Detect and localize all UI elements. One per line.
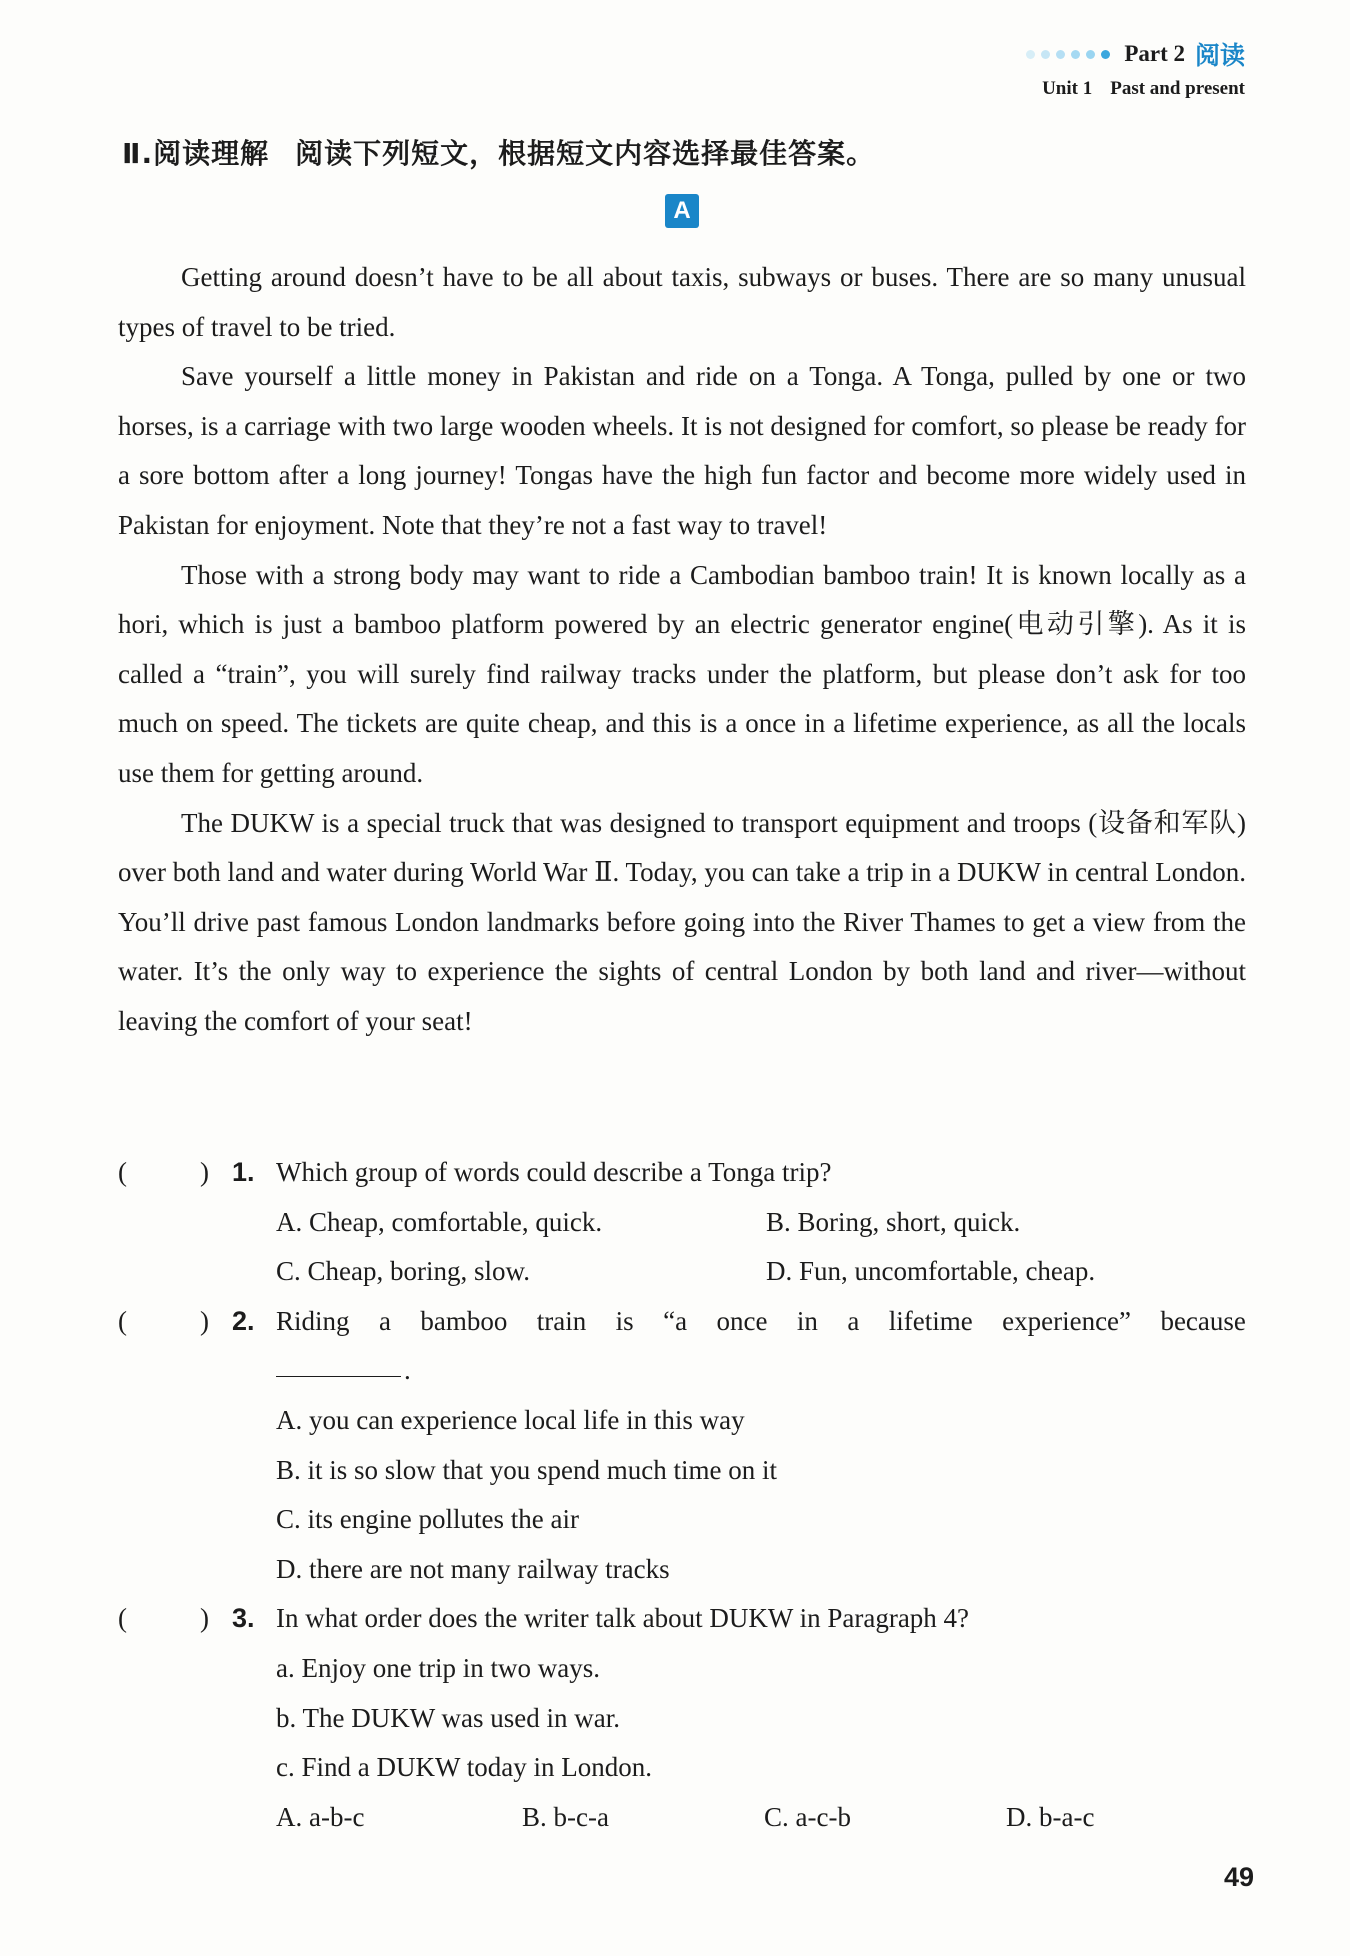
question-stem: Which group of words could describe a Tonga trip? (276, 1157, 832, 1187)
answer-paren-close: ) (200, 1157, 209, 1187)
question-2 (118, 1297, 1246, 1595)
option-b[interactable]: B. b-c-a (522, 1801, 609, 1832)
dot-icon (1086, 50, 1095, 59)
stem-end: . (404, 1355, 411, 1386)
dot-icon (1056, 50, 1065, 59)
option-b[interactable]: B. it is so slow that you spend much time on it (276, 1454, 777, 1485)
section-title-cn: 阅读理解 (153, 137, 270, 170)
question-stem: In what order does the writer talk about DUKW in Paragraph 4? (276, 1603, 970, 1634)
unit-label: Unit 1 (1042, 78, 1093, 99)
page-number: 49 (1224, 1862, 1255, 1892)
dot-icon (1026, 50, 1035, 59)
option-a[interactable]: A. Cheap, comfortable, quick. (276, 1206, 603, 1237)
answer-blank-line (118, 1346, 1246, 1396)
answer-paren-open: ( (118, 1305, 127, 1336)
options-row (118, 1793, 1246, 1843)
passage-label-badge: A (665, 194, 699, 228)
options-row (118, 1247, 1246, 1297)
question-1 (118, 1148, 1246, 1297)
option-d[interactable]: D. b-a-c (1006, 1801, 1095, 1832)
option-d[interactable]: D. there are not many railway tracks (276, 1553, 670, 1584)
stem-word: because (1160, 1305, 1246, 1336)
option-a[interactable]: A. you can experience local life in this way (276, 1404, 745, 1435)
passage-paragraph-3: Those with a strong body may want to ride a Cambodian bamboo train! It is known locally as a hori, which is just a bamboo platform powered by an electric generator engine(电动引擎). As it is called a “train”, you will surely find railway tracks under the platform, but please don’t ask for too much on speed. The tickets are quite cheap, and this is a once in a lifetime experience, as all the locals use them for getting around. (118, 559, 1246, 788)
header-top (1026, 36, 1245, 72)
option-c[interactable]: C. a-c-b (764, 1801, 851, 1832)
part-title-cn: 阅读 (1194, 41, 1245, 70)
passage-paragraph-1: Getting around doesn’t have to be all about taxis, subways or buses. There are so many unusual types of travel to be tried. (118, 262, 1246, 342)
stem-word: experience” (1002, 1305, 1132, 1336)
unit-line (1026, 78, 1245, 100)
page-header (1026, 36, 1245, 100)
order-item-row (118, 1743, 1246, 1793)
order-item-a: a. Enjoy one trip in two ways. (276, 1652, 600, 1683)
answer-paren-close: ) (200, 1305, 209, 1336)
dots-decoration-icon (1026, 50, 1110, 59)
option-a[interactable]: A. a-b-c (276, 1801, 365, 1832)
stem-word: a (378, 1305, 391, 1336)
question-number: 3. (232, 1603, 255, 1634)
question-2-stem-line (118, 1297, 1246, 1347)
answer-paren-open: ( (118, 1157, 127, 1187)
passage-paragraph-4: The DUKW is a special truck that was designed to transport equipment and troops (设备和军队) over both land and water during World War Ⅱ. Today, you can take a trip in a DUKW in central London. You’ll drive past famous London landmarks before going into the River Thames to get a view from the water. It’s the only way to experience the sights of central London by both land and river—without leaving the comfort of your seat! (118, 807, 1246, 1036)
options-row (118, 1545, 1246, 1595)
order-item-b: b. The DUKW was used in war. (276, 1702, 620, 1733)
order-item-row (118, 1694, 1246, 1744)
dot-icon (1071, 50, 1080, 59)
stem-word: Riding (276, 1305, 350, 1336)
stem-word: is (615, 1305, 634, 1336)
options-row (118, 1396, 1246, 1446)
answer-paren-open: ( (118, 1603, 127, 1634)
dot-icon (1041, 50, 1050, 59)
question-stem (276, 1297, 1246, 1347)
stem-word: train (536, 1305, 587, 1336)
stem-word: in (796, 1305, 818, 1336)
order-item-c: c. Find a DUKW today in London. (276, 1752, 652, 1783)
stem-word: “a (663, 1305, 688, 1336)
question-3-stem-line (118, 1594, 1246, 1644)
section-number: Ⅱ. (122, 137, 154, 170)
option-c[interactable]: C. its engine pollutes the air (276, 1504, 579, 1535)
section-instruction: 阅读下列短文，根据短文内容选择最佳答案。 (295, 137, 876, 170)
stem-word: lifetime (888, 1305, 973, 1336)
question-number: 2. (232, 1305, 255, 1336)
question-3 (118, 1594, 1246, 1842)
answer-blank[interactable] (276, 1376, 401, 1377)
stem-word: once (716, 1305, 768, 1336)
option-d[interactable]: D. Fun, uncomfortable, cheap. (766, 1256, 1096, 1287)
option-b[interactable]: B. Boring, short, quick. (766, 1206, 1021, 1237)
reading-passage (118, 253, 1246, 1047)
options-row (118, 1446, 1246, 1496)
question-list (118, 1148, 1246, 1842)
stem-word: bamboo (420, 1305, 508, 1336)
question-number: 1. (232, 1157, 255, 1187)
stem-word: a (847, 1305, 860, 1336)
dot-icon (1101, 50, 1110, 59)
passage-paragraph-2: Save yourself a little money in Pakistan and ride on a Tonga. A Tonga, pulled by one or two horses, is a carriage with two large wooden wheels. It is not designed for comfort, so please be ready for a sore bottom after a long journey! Tongas have the high fun factor and become more widely used in Pakistan for enjoyment. Note that they’re not a fast way to travel! (118, 361, 1246, 540)
section-title (122, 132, 875, 172)
order-item-row (118, 1644, 1246, 1694)
answer-paren-close: ) (200, 1603, 209, 1634)
option-c[interactable]: C. Cheap, boring, slow. (276, 1256, 530, 1287)
unit-title: Past and present (1110, 78, 1245, 99)
options-row (118, 1495, 1246, 1545)
question-1-stem-line (118, 1148, 1246, 1198)
options-row (118, 1198, 1246, 1248)
part-label: Part 2 (1124, 41, 1185, 66)
